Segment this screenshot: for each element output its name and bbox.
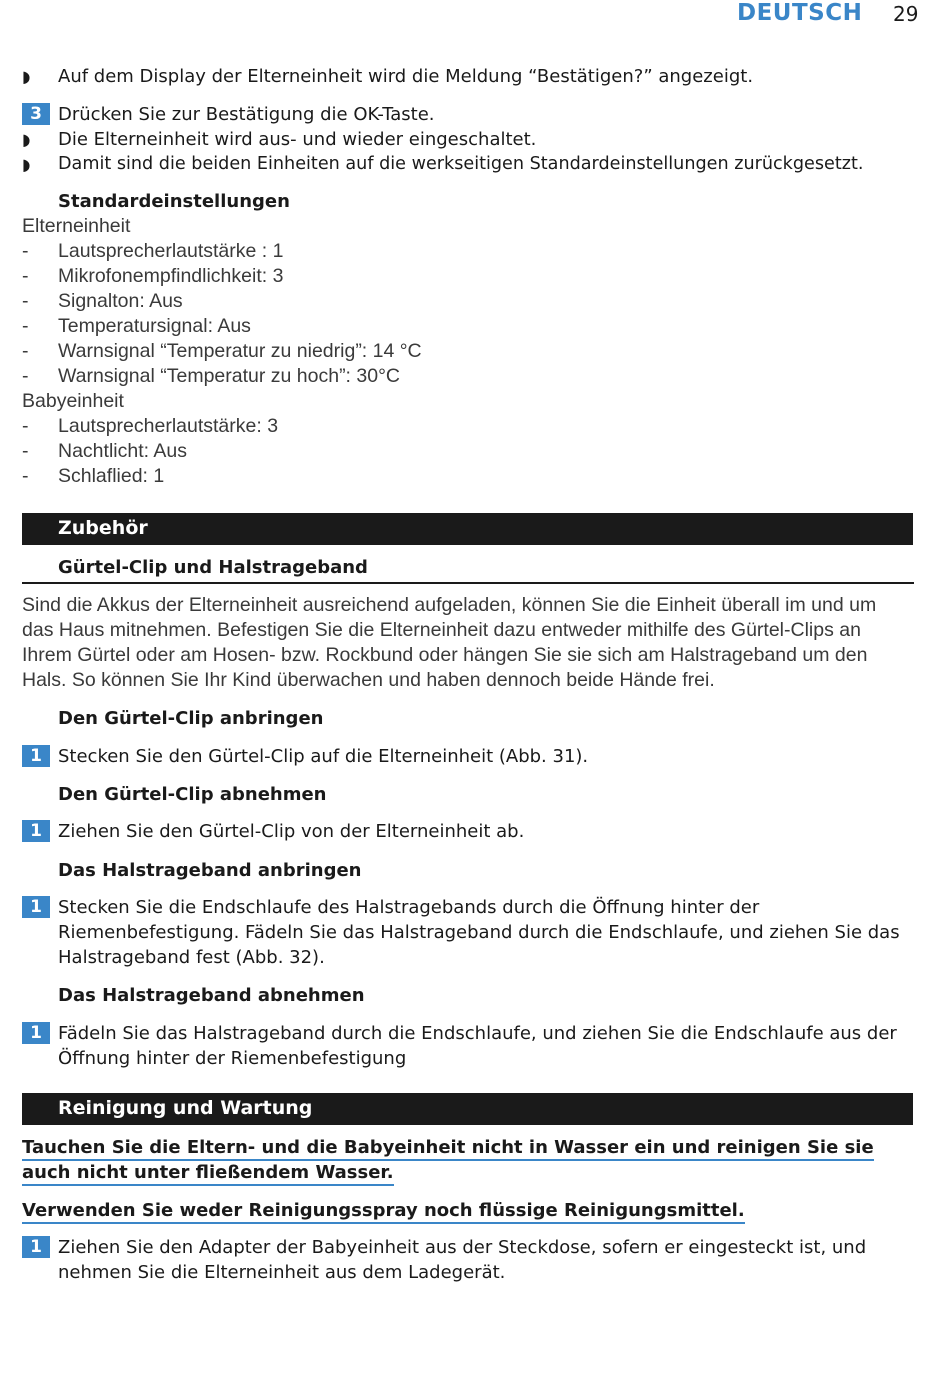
warning-text <box>22 1198 902 1223</box>
language-header: DEUTSCH <box>737 0 863 26</box>
step-text: Fädeln Sie das Halstrageband durch die Endschlaufe, und ziehen Sie die Endschlaufe aus der Öffnung hinter der Riemenbefestigung <box>58 1023 897 1069</box>
accessories-paragraph: Sind die Akkus der Elterneinheit ausreichend aufgeladen, können Sie die Einheit überall im und um das Haus mitnehmen. Befestigen Sie die Elterneinheit dazu entweder mithilfe des Gürtel-Clips an Ihrem Gürtel oder am Hosen- bzw. Rockbund oder hängen Sie sie sich am Halstrageband um den Hals. So können Sie Ihr Kind überwachen und haben dennoch beide Hände frei. <box>22 594 877 691</box>
baby-unit-label: Babyeinheit <box>22 390 124 412</box>
step-number-badge: 1 <box>22 820 50 842</box>
bullet-icon: ◗ <box>22 130 31 149</box>
section-title: Reinigung und Wartung <box>58 1097 313 1119</box>
divider <box>22 582 914 584</box>
defaults-heading: Standardeinstellungen <box>58 191 290 212</box>
bullet-text: Auf dem Display der Elterneinheit wird die Meldung “Bestätigen?” angezeigt. <box>58 66 754 87</box>
section-header-cleaning <box>22 1093 913 1125</box>
subsection-title: Gürtel-Clip und Halstrageband <box>58 557 368 578</box>
bullet-icon: ◗ <box>22 67 31 86</box>
dash-marker: - <box>22 265 29 287</box>
dash-marker: - <box>22 315 29 337</box>
dash-marker: - <box>22 340 29 362</box>
parent-unit-label: Elterneinheit <box>22 215 131 237</box>
setting-item: Signalton: Aus <box>58 290 183 312</box>
setting-item: Temperatursignal: Aus <box>58 315 251 337</box>
dash-marker: - <box>22 290 29 312</box>
remove-clip-title: Den Gürtel-Clip abnehmen <box>58 784 327 805</box>
dash-marker: - <box>22 465 29 487</box>
bullet-text: Die Elterneinheit wird aus- und wieder eingeschaltet. <box>58 129 537 150</box>
warning-text-underlined: Verwenden Sie weder Reinigungsspray noch flüssige Reinigungsmittel. <box>22 1200 745 1224</box>
setting-item: Warnsignal “Temperatur zu hoch”: 30°C <box>58 365 400 387</box>
step-number-badge: 1 <box>22 1022 50 1044</box>
step-text: Drücken Sie zur Bestätigung die OK-Taste. <box>58 104 435 125</box>
setting-item: Warnsignal “Temperatur zu niedrig”: 14 °C <box>58 340 422 362</box>
dash-marker: - <box>22 365 29 387</box>
setting-item: Mikrofonempfindlichkeit: 3 <box>58 265 284 287</box>
step-text: Stecken Sie die Endschlaufe des Halstragebands durch die Öffnung hinter der Riemenbefestigung. Fädeln Sie das Halstrageband durch die Endschlaufe, und ziehen Sie das Halstrageband fest (Abb. 32). <box>58 897 900 968</box>
setting-item: Lautsprecherlautstärke: 3 <box>58 415 279 437</box>
step-text: Ziehen Sie den Adapter der Babyeinheit aus der Steckdose, sofern er eingesteckt ist, und nehmen Sie die Elterneinheit aus dem Ladegerät. <box>58 1237 867 1283</box>
step-number-badge: 1 <box>22 896 50 918</box>
warning-text <box>22 1135 902 1185</box>
dash-marker: - <box>22 240 29 262</box>
attach-clip-title: Den Gürtel-Clip anbringen <box>58 708 324 729</box>
section-header-accessories <box>22 513 913 545</box>
dash-marker: - <box>22 440 29 462</box>
remove-strap-title: Das Halstrageband abnehmen <box>58 985 365 1006</box>
setting-item: Lautsprecherlautstärke : 1 <box>58 240 284 262</box>
setting-item: Schlaflied: 1 <box>58 465 165 487</box>
step-text: Stecken Sie den Gürtel-Clip auf die Elterneinheit (Abb. 31). <box>58 746 589 767</box>
step-number-badge: 3 <box>22 103 50 125</box>
dash-marker: - <box>22 415 29 437</box>
warning-text-underlined: Tauchen Sie die Eltern- und die Babyeinheit nicht in Wasser ein und reinigen Sie sie auch nicht unter fließendem Wasser. <box>22 1137 874 1186</box>
section-title: Zubehör <box>58 517 148 539</box>
attach-strap-title: Das Halstrageband anbringen <box>58 860 362 881</box>
page-number: 29 <box>893 2 919 26</box>
bullet-icon: ◗ <box>22 155 31 174</box>
setting-item: Nachtlicht: Aus <box>58 440 187 462</box>
step-number-badge: 1 <box>22 745 50 767</box>
bullet-text: Damit sind die beiden Einheiten auf die werkseitigen Standardeinstellungen zurückgesetzt. <box>58 154 864 174</box>
step-text: Ziehen Sie den Gürtel-Clip von der Elterneinheit ab. <box>58 821 525 842</box>
step-number-badge: 1 <box>22 1236 50 1258</box>
